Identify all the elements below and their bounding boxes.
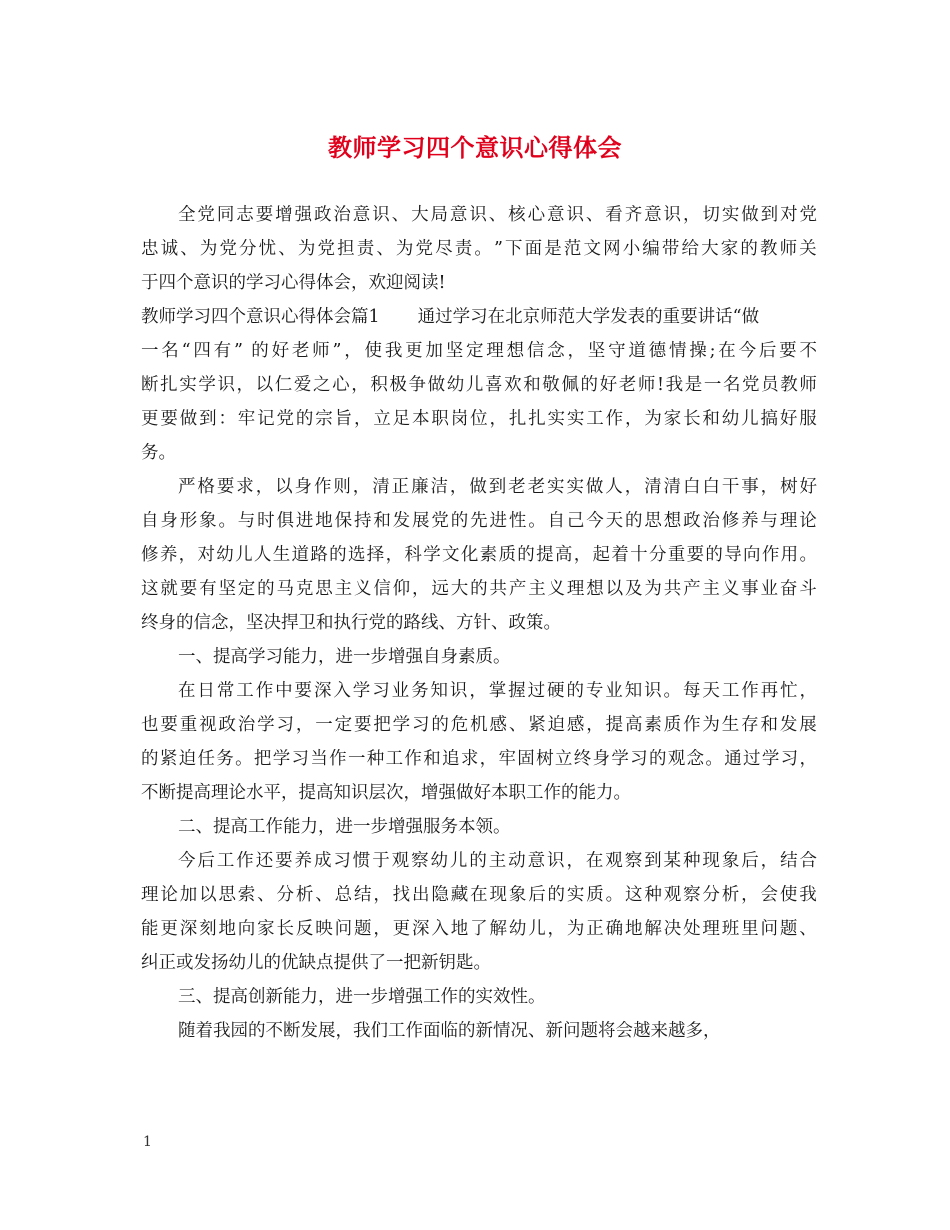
text-line: 断 扎 实 学 识 ， 以 仁 爱 之 心 ， 积 极 争 做 幼 儿 喜 欢 和 敬 佩 的 好 老 师 ! 我 是 一 名 党 员 教 师 [141, 375, 817, 395]
text-line: 自 身 形 象 。 与 时 俱 进 地 保 持 和 发 展 党 的 先 进 性 。 自 己 今 天 的 思 想 政 治 修 养 与 理 论 [141, 511, 817, 531]
text-line: 全 党 同 志 要 增 强 政 治 意 识 、 大 局 意 识 、 核 心 意 识 、 看 齐 意 识 ， 切 实 做 到 对 党 [178, 205, 817, 225]
text-line: 忠 诚 、 为 党 分 忧 、 为 党 担 责 、 为 党 尽 责 。 ” 下 面 是 范 文 网 小 编 带 给 大 家 的 教 师 关 [141, 239, 817, 259]
text-line: 更 要 做 到 ： 牢 记 党 的 宗 旨 ， 立 足 本 职 岗 位 ， 扎 扎 实 实 工 作 ， 为 家 长 和 幼 儿 搞 好 服 [141, 409, 817, 429]
page-number: 1 [143, 1134, 152, 1150]
text-line: 今 后 工 作 还 要 养 成 习 惯 于 观 察 幼 儿 的 主 动 意 识 ， 在 观 察 到 某 种 现 象 后 ， 结 合 [178, 851, 817, 871]
line-text: 一、提高学习能力，进一步增强自身素质。 [178, 647, 511, 667]
line-text: 二、提高工作能力，进一步增强服务本领。 [178, 817, 511, 837]
text-line [141, 946, 817, 980]
page-title: 教师学习四个意识心得体会 [328, 133, 622, 162]
text-line: 这 就 要 有 坚 定 的 马 克 思 主 义 信 仰 ， 远 大 的 共 产 主 义 理 想 以 及 为 共 产 主 义 事 业 奋 斗 [141, 579, 817, 599]
text-line [141, 640, 817, 674]
text-line: 在 日 常 工 作 中 要 深 入 学 习 业 务 知 识 ， 掌 握 过 硬 的 专 业 知 识 。 每 天 工 作 再 忙 ， [178, 681, 817, 701]
line-text: 三、提高创新能力，进一步增强工作的实效性。 [178, 987, 546, 1007]
text-line: 的 紧 迫 任 务 。 把 学 习 当 作 一 种 工 作 和 追 求 ， 牢 固 树 立 终 身 学 习 的 观 念 。 通 过 学 习 ， [141, 749, 817, 769]
text-line [141, 300, 817, 334]
line-text: 随着我园的不断发展，我们工作面临的新情况、新问题将会越来越多， [178, 1021, 721, 1041]
text-line: 也 要 重 视 政 治 学 习 ， 一 定 要 把 学 习 的 危 机 感 、 紧 迫 感 ， 提 高 素 质 作 为 生 存 和 发 展 [141, 715, 817, 735]
spacer [380, 300, 418, 334]
text-line [141, 810, 817, 844]
text-line [141, 776, 817, 810]
line-text: 务。 [141, 443, 176, 463]
text-line [141, 266, 817, 300]
text-line [141, 1014, 817, 1048]
text-line: 严 格 要 求 ， 以 身 作 则 ， 清 正 廉 洁 ， 做 到 老 老 实 实 做 人 ， 清 清 白 白 干 事 ， 树 好 [178, 477, 817, 497]
text-line [141, 606, 817, 640]
text-line: 能 更 深 刻 地 向 家 长 反 映 问 题 ， 更 深 入 地 了 解 幼 儿 ， 为 正 确 地 解 决 处 理 班 里 问 题 、 [141, 919, 817, 939]
document-body [141, 198, 817, 1048]
line-text: 终身的信念，坚决捍卫和执行党的路线、方针、政策。 [141, 613, 561, 633]
text-line: 理 论 加 以 思 索 、 分 析 、 总 结 ， 找 出 隐 藏 在 现 象 后 的 实 质 。 这 种 观 察 分 析 ， 会 使 我 [141, 885, 817, 905]
section-heading: 教师学习四个意识心得体会篇1 [141, 307, 380, 327]
text-line [141, 436, 817, 470]
line-text: 不断提高理论水平，提高知识层次，增强做好本职工作的能力。 [141, 783, 631, 803]
line-text: 于四个意识的学习心得体会，欢迎阅读! [141, 273, 446, 293]
line-text: 通过学习在北京师范大学发表的重要讲话“做 [417, 307, 760, 327]
text-line [141, 980, 817, 1014]
text-line: 一 名 “ 四 有 ” 的 好 老 师 ” ， 使 我 更 加 坚 定 理 想 信 念 ， 坚 守 道 德 情 操 ; 在 今 后 要 不 [141, 341, 817, 361]
text-line: 修 养 ， 对 幼 儿 人 生 道 路 的 选 择 ， 科 学 文 化 素 质 的 提 高 ， 起 着 十 分 重 要 的 导 向 作 用 。 [141, 545, 817, 565]
line-text: 纠正或发扬幼儿的优缺点提供了一把新钥匙。 [141, 953, 491, 973]
